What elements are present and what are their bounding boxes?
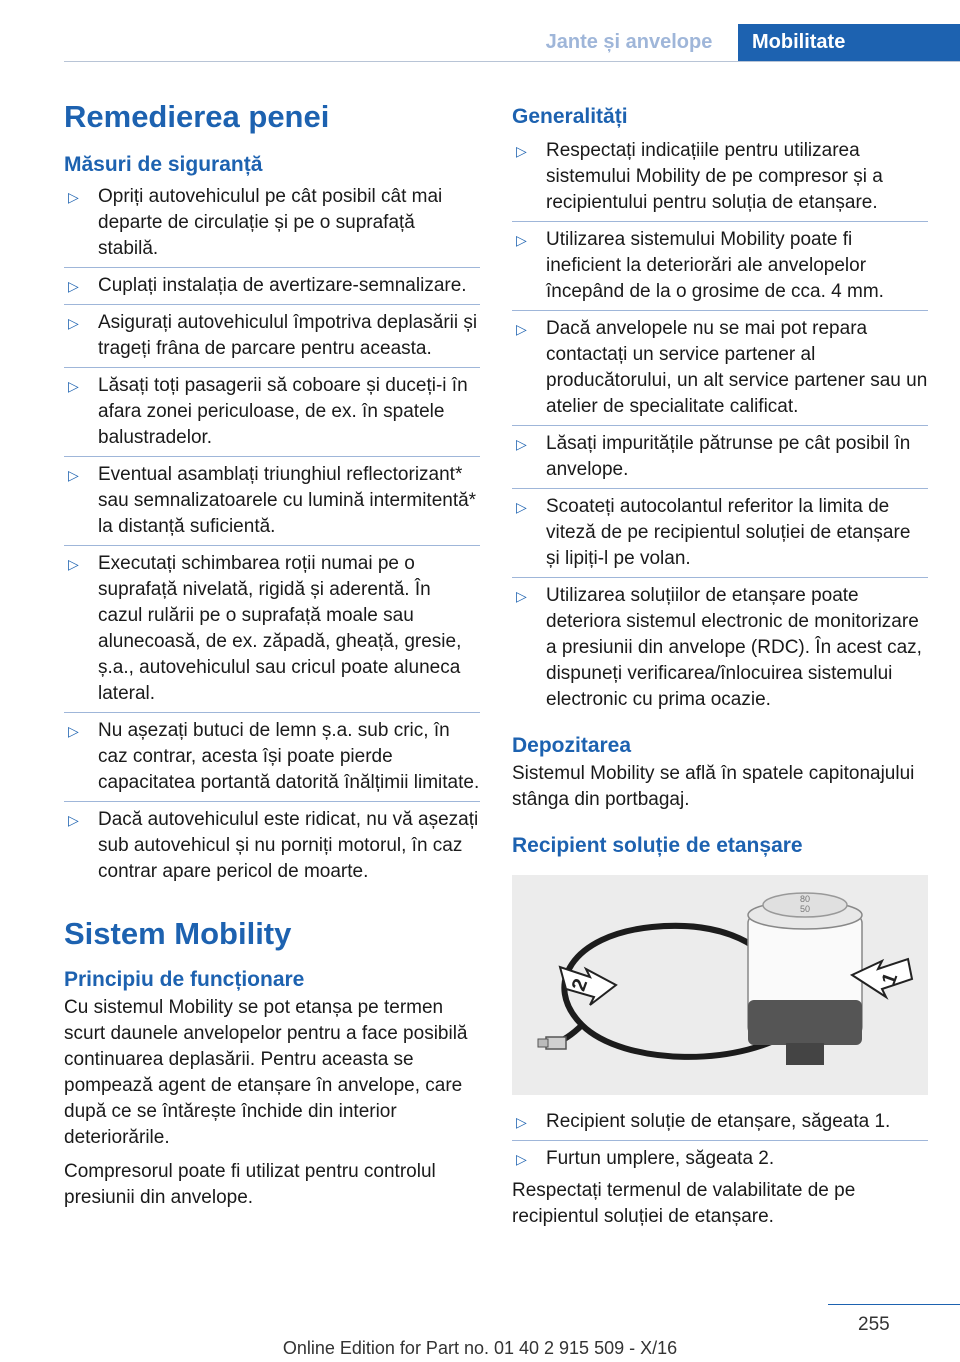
- bullet-triangle-icon: ▷: [68, 315, 79, 331]
- safety-heading: Măsuri de siguranță: [64, 153, 263, 176]
- bullet-triangle-icon: ▷: [68, 378, 79, 394]
- list-item: ▷ Respectați indicațiile pentru utilizarea sistemului Mobility de pe compresor și a recipientului pentru soluția de etanșare.: [516, 140, 883, 213]
- list-item: ▷ Furtun umplere, săgeata 2.: [512, 1140, 928, 1172]
- principle-paragraph-2: Compresorul poate fi utilizat pentru controlul presiunii din anvelope.: [64, 1161, 436, 1208]
- storage-text: Sistemul Mobility se află în spatele capitonajului stânga din portbagaj.: [512, 763, 915, 810]
- bullet-triangle-icon: ▷: [516, 232, 527, 248]
- bullet-triangle-icon: ▷: [516, 1114, 527, 1130]
- header-chapter-tab[interactable]: Mobilitate: [738, 24, 960, 61]
- sealant-container-figure: [512, 875, 928, 1095]
- bullet-triangle-icon: ▷: [516, 1151, 527, 1167]
- list-item: ▷ Dacă anvelopele nu se mai pot repara contactați un service partener al producătorului, un alt service partener sau un atelier de specialitate calificat.: [512, 310, 928, 420]
- bullet-triangle-icon: ▷: [516, 436, 527, 452]
- list-item: ▷ Nu așezați butuci de lemn ș.a. sub cric, în caz contrar, acesta își poate pierde capacitatea portantă datorită înălțimii limitate.: [64, 712, 480, 796]
- list-item: ▷ Opriți autovehiculul pe cât posibil cât mai departe de circulație și pe o suprafață stabilă.: [68, 186, 443, 259]
- principle-paragraph-1: Cu sistemul Mobility se pot etanșa pe termen scurt daunele anvelopelor pentru a face posibilă continuarea deplasării. Pentru aceasta se pompează agent de etanșare în anvelope, care după ce se întărește închide din interior deteriorările.: [64, 997, 468, 1148]
- list-item: ▷ Utilizarea sistemului Mobility poate fi ineficient la deteriorări ale anvelopelor începând de la o grosime de cca. 4 mm.: [512, 221, 928, 305]
- bullet-triangle-icon: ▷: [516, 499, 527, 515]
- expiry-text: Respectați termenul de valabilitate de pe recipientul soluției de etanșare.: [512, 1180, 856, 1227]
- list-item: ▷ Cuplați instalația de avertizare-semnalizare.: [64, 267, 480, 299]
- left-column: [64, 96, 480, 1211]
- bullet-triangle-icon: ▷: [68, 812, 79, 828]
- bullet-triangle-icon: ▷: [68, 723, 79, 739]
- bullet-triangle-icon: ▷: [516, 588, 527, 604]
- bullet-triangle-icon: ▷: [516, 143, 527, 159]
- container-heading: Recipient soluție de etanșare: [512, 834, 803, 857]
- right-column: [512, 96, 928, 1230]
- footer-divider: [828, 1304, 960, 1305]
- svg-text:50: 50: [799, 904, 811, 914]
- page-title: Remedierea penei: [64, 99, 330, 134]
- list-item: ▷ Executați schimbarea roții numai pe o suprafață nivelată, rigidă și aderentă. În cazul rulării pe o suprafață moale sau alunecoasă, de ex. zăpadă, gheață, gresie, ș.a., autovehiculul sau cricul poate aluneca lateral.: [64, 545, 480, 707]
- general-heading: Generalități: [512, 105, 628, 128]
- bullet-triangle-icon: ▷: [68, 467, 79, 483]
- bullet-triangle-icon: ▷: [68, 189, 79, 205]
- list-item: ▷ Dacă autovehiculul este ridicat, nu vă așezați sub autovehicul și nu porniți motorul, în caz contrar apare pericol de moarte.: [64, 801, 480, 885]
- header-divider: [64, 61, 960, 62]
- sealant-container-illustration: [512, 875, 928, 1095]
- list-item: ▷ Lăsați toți pasagerii să coboare și duceți-i în afara zonei periculoase, de ex. în spatele balustradelor.: [64, 367, 480, 451]
- list-item: ▷ Recipient soluție de etanșare, săgeata 1.: [512, 1109, 928, 1135]
- svg-text:1: 1: [877, 970, 903, 988]
- list-item: ▷ Asigurați autovehiculul împotriva deplasării și trageți frâna de parcare pentru aceasta.: [64, 304, 480, 362]
- bullet-triangle-icon: ▷: [68, 278, 79, 294]
- principle-heading: Principiu de funcționare: [64, 968, 305, 991]
- list-item: ▷ Eventual asamblați triunghiul reflectorizant* sau semnalizatoarele cu lumină intermitentă* la distanță suficientă.: [64, 456, 480, 540]
- bullet-triangle-icon: ▷: [68, 556, 79, 572]
- edition-note: Online Edition for Part no. 01 40 2 915 509 - X/16: [282, 1338, 678, 1358]
- svg-text:80: 80: [799, 894, 811, 904]
- mobility-title: Sistem Mobility: [64, 916, 292, 951]
- safety-list: [64, 184, 480, 885]
- general-list: [512, 138, 928, 713]
- list-item: ▷ Lăsați impuritățile pătrunse pe cât posibil în anvelope.: [512, 425, 928, 483]
- bullet-triangle-icon: ▷: [516, 321, 527, 337]
- storage-heading: Depozitarea: [512, 734, 632, 757]
- list-item: ▷ Scoateți autocolantul referitor la limita de viteză de pe recipientul soluției de etanșare și lipiți-l pe volan.: [512, 488, 928, 572]
- header-section-tab[interactable]: Jante și anvelope: [520, 24, 738, 61]
- figure-legend-list: [512, 1109, 928, 1172]
- svg-text:2: 2: [567, 976, 593, 994]
- page-number: 255: [858, 1314, 890, 1335]
- list-item: ▷ Utilizarea soluțiilor de etanșare poate deteriora sistemul electronic de monitorizare a presiunii din anvelope (RDC). În acest caz, dispuneți verificarea/înlocuirea sistemului electronic cu prima ocazie.: [512, 577, 928, 713]
